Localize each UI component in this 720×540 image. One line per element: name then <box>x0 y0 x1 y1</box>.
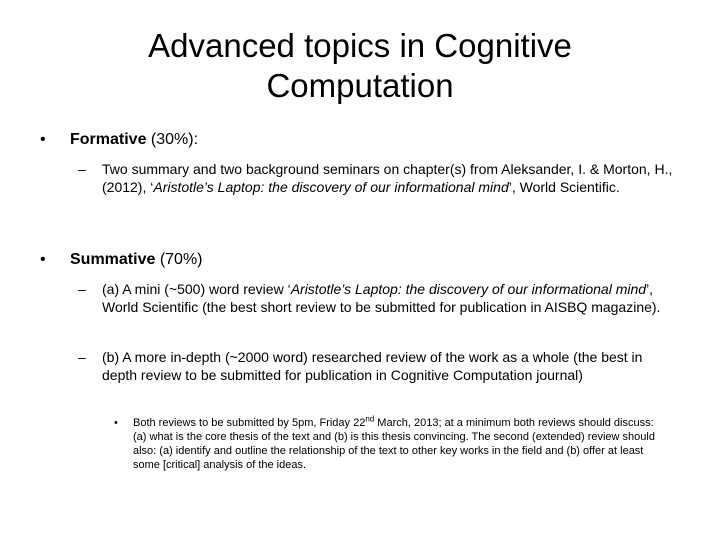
summative-item-a-book-title: Aristotle’s Laptop: the discovery of our informational mind <box>290 281 647 297</box>
slide-title <box>60 26 660 106</box>
formative-label: Formative <box>70 131 147 148</box>
dash-icon: – <box>78 161 86 177</box>
formative-weight: (30%): <box>146 131 199 148</box>
summative-label: Summative <box>70 251 156 268</box>
dash-icon: – <box>78 281 86 297</box>
dash-icon: – <box>78 349 86 365</box>
summative-item-b: (b) A more in-depth (~2000 word) researched review of the work as a whole (the best in depth review to be submitted for publication in Cognitive Computation journal) <box>102 349 643 383</box>
summative-item-a-text: (a) A mini (~500) word review ‘ <box>102 281 291 297</box>
title-line-1: Advanced topics in Cognitive <box>148 27 572 64</box>
summative-item-a-detail: ’, World Scientific (the best short review to be submitted for publication in AISBQ magazine). <box>102 281 661 315</box>
formative-item <box>102 160 692 196</box>
summative-item-a <box>102 280 672 316</box>
submission-note <box>133 416 660 472</box>
formative-heading <box>70 130 690 150</box>
summative-weight: (70%) <box>155 251 203 268</box>
date-ordinal-suffix: nd <box>365 414 375 424</box>
formative-item-text: Two summary and two background seminars on chapter(s) from Aleksander, I. & Morton, H., (2012), ‘ <box>102 161 673 195</box>
bullet-icon: • <box>40 251 46 268</box>
title-line-2: Computation <box>266 67 454 104</box>
formative-item-book-title: Aristotle’s Laptop: the discovery of our informational mind <box>153 179 509 195</box>
summative-heading <box>70 250 690 270</box>
submission-note-text: Both reviews to be submitted by 5pm, Friday 22 <box>133 417 366 429</box>
bullet-icon: • <box>40 131 46 148</box>
submission-note-requirements: March, 2013; at a minimum both reviews should discuss: (a) what is the core thesis of the text and (b) is this thesis convincing. The second (extended) review should also: (a) identify and outline the relationship of the text to other key works in the field and (b) offer at least some [critical] analysis of the ideas. <box>133 417 655 471</box>
small-bullet-icon: • <box>114 417 118 429</box>
formative-item-publisher: ’, World Scientific. <box>508 179 620 195</box>
